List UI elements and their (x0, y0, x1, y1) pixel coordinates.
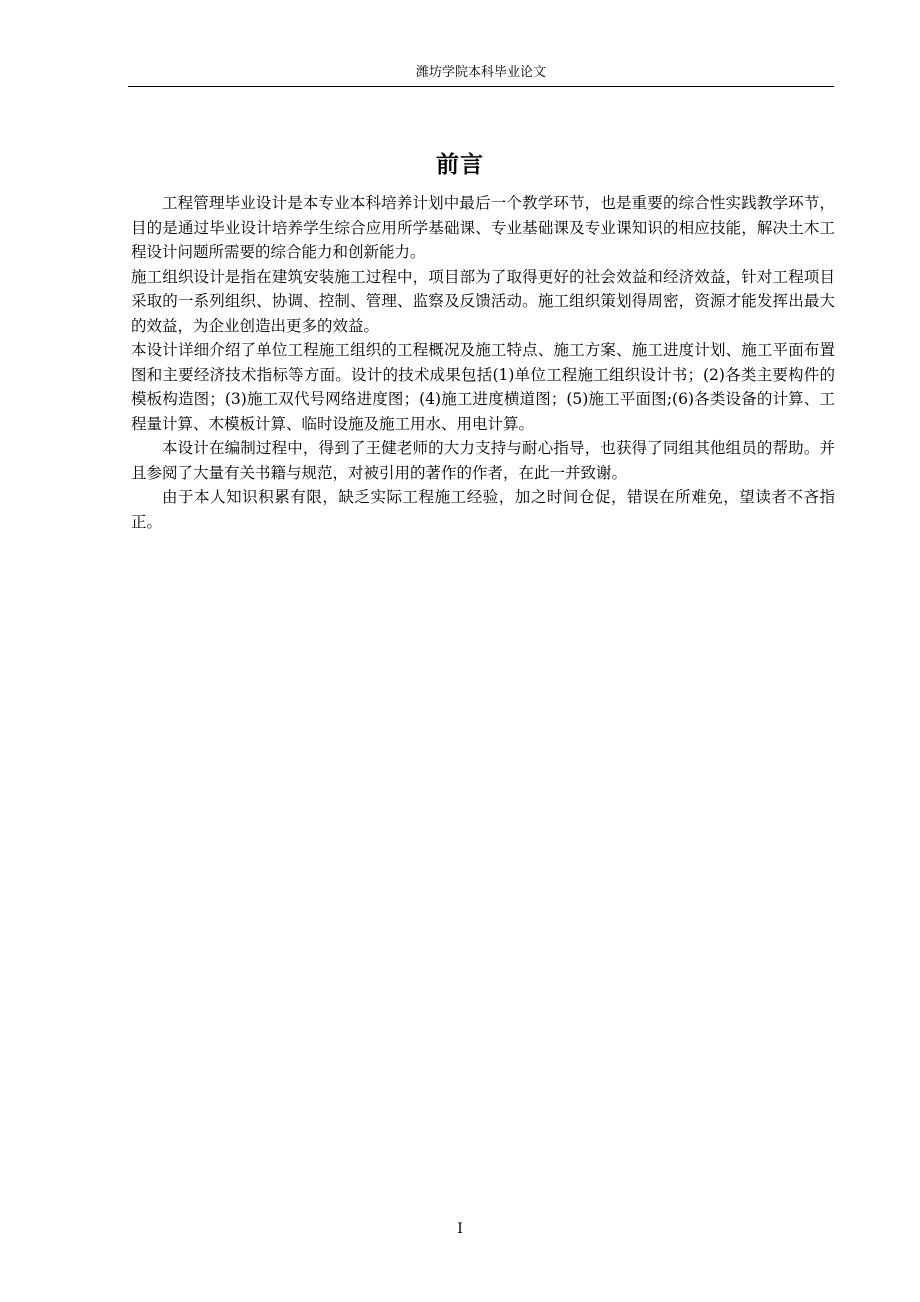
page-header (128, 62, 834, 87)
paragraph-1: 工程管理毕业设计是本专业本科培养计划中最后一个教学环节，也是重要的综合性实践教学环节，目的是通过毕业设计培养学生综合应用所学基础课、专业基础课及专业课知识的相应技能，解决土木工程设计问题所需要的综合能力和创新能力。 (131, 194, 835, 261)
header-text: 潍坊学院本科毕业论文 (415, 65, 546, 80)
paragraph-3: 本设计详细介绍了单位工程施工组织的工程概况及施工特点、施工方案、施工进度计划、施工平面布置图和主要经济技术指标等方面。设计的技术成果包括(1)单位工程施工组织设计书；(2)各类主要构件的模板构造图；(3)施工双代号网络进度图；(4)施工进度横道图；(5)施工平面图;(6)各类设备的计算、工程量计算、木模板计算、临时设施及施工用水、用电计算。 (131, 341, 835, 433)
paragraph-4: 本设计在编制过程中，得到了王健老师的大力支持与耐心指导，也获得了同组其他组员的帮助。并且参阅了大量有关书籍与规范，对被引用的著作的作者，在此一并致谢。 (131, 439, 835, 482)
page-title: 前言 (436, 152, 484, 178)
body-text (131, 191, 835, 534)
paragraph-2: 施工组织设计是指在建筑安装施工过程中，项目部为了取得更好的社会效益和经济效益，针对工程项目采取的一系列组织、协调、控制、管理、监察及反馈活动。施工组织策划得周密，资源才能发挥出最大的效益，为企业创造出更多的效益。 (131, 267, 835, 335)
page-number: I (457, 1221, 463, 1237)
paragraph-5: 由于本人知识积累有限，缺乏实际工程施工经验，加之时间仓促，错误在所难免，望读者不吝指正。 (131, 488, 835, 531)
